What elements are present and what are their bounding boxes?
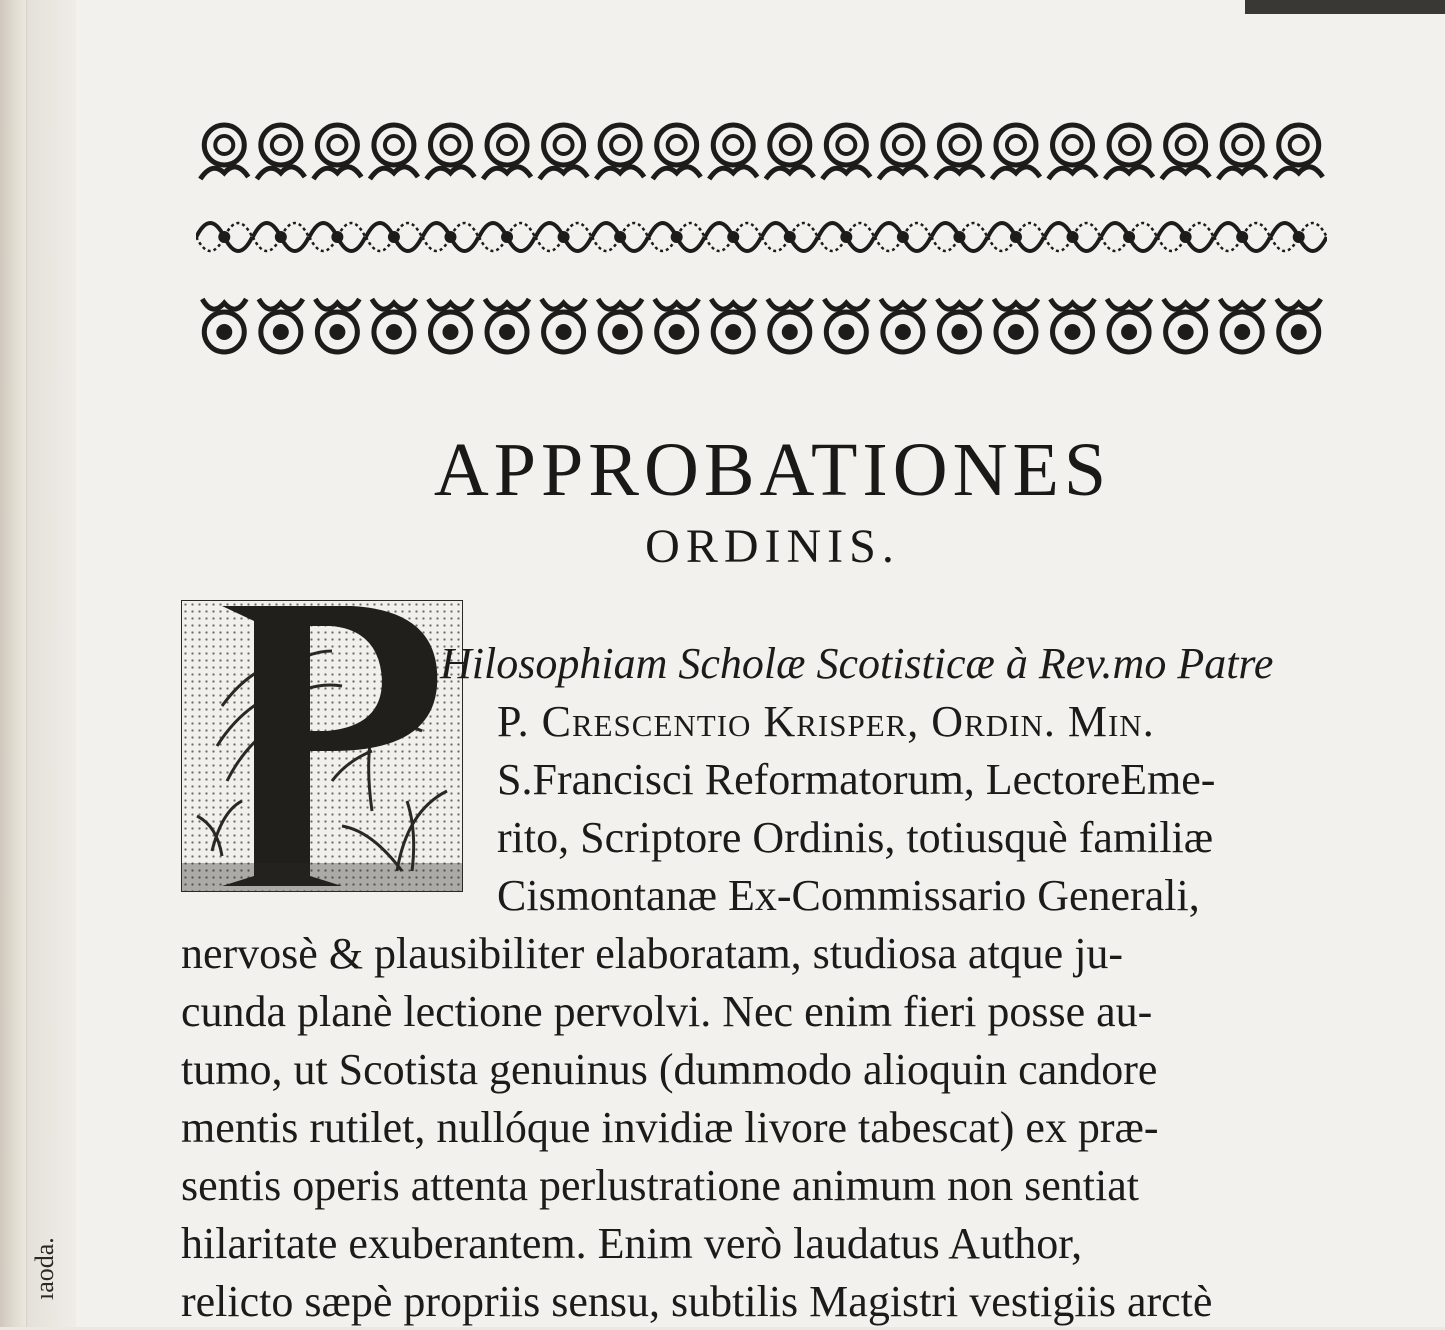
ornament-rosette-center <box>1008 324 1024 340</box>
ornament-leaf <box>711 299 755 309</box>
ornament-leaf <box>1162 167 1210 179</box>
ornament-leaf <box>824 299 868 309</box>
ornament-rosette-center <box>499 324 515 340</box>
ornament-scroll-dot <box>1293 231 1305 243</box>
ornament-rosette <box>1279 125 1319 165</box>
ornament-rosette <box>600 125 640 165</box>
ornament-leaf <box>822 167 870 179</box>
ornament-leaf <box>653 167 701 179</box>
ornament-leaf <box>598 299 642 309</box>
margin-note: ıaoda. <box>30 1237 59 1300</box>
previous-page-edge <box>26 0 77 1327</box>
ornament-rosette <box>487 125 527 165</box>
ornament-leaf <box>485 299 529 309</box>
page-title: APPROBATIONES <box>433 428 1112 512</box>
ornament-scroll-dot <box>388 231 400 243</box>
ornament-leaf <box>370 167 418 179</box>
ornament-scroll-dot <box>218 231 230 243</box>
ornament-rosette <box>261 125 301 165</box>
ornament-rosette-center <box>669 324 685 340</box>
ornament-rosette <box>1053 125 1093 165</box>
ornament-rosette-center <box>555 136 573 154</box>
ornament-rosette-center <box>612 324 628 340</box>
ornament-rosette <box>713 125 753 165</box>
ornamental-headpiece <box>196 117 1327 360</box>
ornament-leaf <box>1107 299 1151 309</box>
ornament-rosette <box>544 125 584 165</box>
ornament-rosette-center <box>1121 324 1137 340</box>
ornament-scroll-dot <box>671 231 683 243</box>
text-line-1: Hilosophiam Scholæ Scotisticæ à Rev.mo Patre <box>440 639 1274 688</box>
ornament-scroll-dot <box>331 231 343 243</box>
ornament-rosette <box>374 125 414 165</box>
book-binding-edge <box>0 0 26 1327</box>
ornament-rosette-center <box>1065 324 1081 340</box>
ornament-leaf <box>1277 299 1321 309</box>
ornament-rosette-center <box>837 136 855 154</box>
ornament-rosette-center <box>216 324 232 340</box>
ornament-leaf <box>1275 167 1323 179</box>
ornament-rosette-center <box>1007 136 1025 154</box>
text-line-9: mentis rutilet, nullóque invidiæ livore tabescat) ex præ- <box>181 1103 1159 1152</box>
ornament-scroll-dot <box>444 231 456 243</box>
ornament-rosette-center <box>1290 136 1308 154</box>
ornament-rosette-center <box>1120 136 1138 154</box>
ornament-leaf <box>540 167 588 179</box>
ornament-scroll-dot <box>897 231 909 243</box>
ornament-leaf <box>881 299 925 309</box>
ornament-rosette-center <box>442 324 458 340</box>
ornament-rosette-center <box>781 136 799 154</box>
ornament-leaf <box>1220 299 1264 309</box>
ornament-leaf <box>200 167 248 179</box>
ornament-rosette-center <box>724 136 742 154</box>
ornament-rosette <box>657 125 697 165</box>
ornament-leaf <box>483 167 531 179</box>
ornament-leaf <box>315 299 359 309</box>
ornament-leaf <box>202 299 246 309</box>
ornament-scroll-dot <box>727 231 739 243</box>
ornament-leaf <box>937 299 981 309</box>
text-line-8: tumo, ut Scotista genuinus (dummodo alioquin candore <box>181 1045 1158 1094</box>
text-line-5: Cismontanæ Ex-Commissario Generali, <box>497 871 1200 920</box>
ornament-rosette-center <box>441 136 459 154</box>
ornament-leaf <box>1051 299 1095 309</box>
ornament-rosette-center <box>215 136 233 154</box>
ornament-rosette <box>996 125 1036 165</box>
ornament-leaf <box>257 167 305 179</box>
text-line-4: rito, Scriptore Ordinis, totiusquè familiæ <box>497 813 1214 862</box>
ornament-rosette <box>770 125 810 165</box>
ornament-leaf <box>935 167 983 179</box>
ornament-leaf <box>313 167 361 179</box>
ornament-rosette <box>1109 125 1149 165</box>
ornament-rosette <box>317 125 357 165</box>
ornament-rosette-center <box>1291 324 1307 340</box>
ornament-leaf <box>655 299 699 309</box>
ornament-rosette-center <box>272 136 290 154</box>
ornament-rosette <box>204 125 244 165</box>
page-subtitle: ORDINIS. <box>645 520 900 573</box>
text-line-2 <box>497 694 1155 750</box>
text-line-2-text: P. Crescentio Krisper, Ordin. Min. <box>497 697 1155 746</box>
initial-letter: P <box>227 883 228 884</box>
ornament-rosette-center <box>611 136 629 154</box>
ornament-rosette-center <box>273 324 289 340</box>
page-top-shadow <box>1245 0 1445 14</box>
ornament-leaf <box>709 167 757 179</box>
ornament-rosette-center <box>328 136 346 154</box>
ornament-leaf <box>879 167 927 179</box>
ornament-rosette-center <box>1064 136 1082 154</box>
ornament-rosette-center <box>895 324 911 340</box>
ornament-scroll-dot <box>1123 231 1135 243</box>
decorated-initial-letter <box>181 600 463 892</box>
ornament-scroll-dot <box>840 231 852 243</box>
ornament-leaf <box>372 299 416 309</box>
ornament-leaf <box>426 167 474 179</box>
ornament-scroll-dot <box>784 231 796 243</box>
ornament-scroll-dot <box>1010 231 1022 243</box>
ornament-rosette-center <box>668 136 686 154</box>
text-line-10: sentis operis attenta perlustratione animum non sentiat <box>181 1161 1139 1210</box>
ornament-rosette <box>826 125 866 165</box>
ornament-rosette-center <box>1178 324 1194 340</box>
ornament-rosette <box>1166 125 1206 165</box>
ornament-leaf <box>992 167 1040 179</box>
ornament-rosette-center <box>386 324 402 340</box>
ornament-leaf <box>1105 167 1153 179</box>
ornament-rosette-center <box>838 324 854 340</box>
ornament-leaf <box>428 299 472 309</box>
text-line-3: S.Francisci Reformatorum, LectoreEme- <box>497 755 1216 804</box>
ornament-rosette-center <box>329 324 345 340</box>
ornament-scroll-dot <box>558 231 570 243</box>
ornament-scroll-dot <box>275 231 287 243</box>
ornament-leaf <box>259 299 303 309</box>
ornament-rosette <box>939 125 979 165</box>
ornament-rosette-center <box>385 136 403 154</box>
ornament-rosette <box>1222 125 1262 165</box>
ornament-rosette-center <box>556 324 572 340</box>
ornament-scroll-dot <box>1180 231 1192 243</box>
ornament-rosette-center <box>725 324 741 340</box>
ornament-rosette-center <box>894 136 912 154</box>
ornament-rosette-center <box>1233 136 1251 154</box>
ornament-scroll-dot <box>614 231 626 243</box>
ornament-leaf <box>1049 167 1097 179</box>
ornament-scroll-dot <box>1236 231 1248 243</box>
ornament-rosette-center <box>1177 136 1195 154</box>
ornament-scroll-dot <box>1067 231 1079 243</box>
ornament-leaf <box>1218 167 1266 179</box>
ornament-leaf <box>1164 299 1208 309</box>
text-line-12: relicto sæpè propriis sensu, subtilis Magistri vestigiis arctè <box>181 1277 1213 1326</box>
ornament-scroll-dot <box>953 231 965 243</box>
ornament-leaf <box>766 167 814 179</box>
ornament-leaf <box>542 299 586 309</box>
text-line-6: nervosè & plausibiliter elaboratam, studiosa atque ju- <box>181 929 1124 978</box>
text-line-7: cunda planè lectione pervolvi. Nec enim fieri posse au- <box>181 987 1153 1036</box>
ornament-leaf <box>994 299 1038 309</box>
ornament-rosette <box>883 125 923 165</box>
ornament-rosette-center <box>1234 324 1250 340</box>
ornament-rosette <box>430 125 470 165</box>
ornament-leaf <box>768 299 812 309</box>
text-line-11: hilaritate exuberantem. Enim verò laudatus Author, <box>181 1219 1083 1268</box>
ornament-leaf <box>596 167 644 179</box>
ornament-rosette-center <box>498 136 516 154</box>
ornament-rosette-center <box>782 324 798 340</box>
ornament-rosette-center <box>951 324 967 340</box>
ornament-rosette-center <box>950 136 968 154</box>
ornament-scroll-dot <box>501 231 513 243</box>
